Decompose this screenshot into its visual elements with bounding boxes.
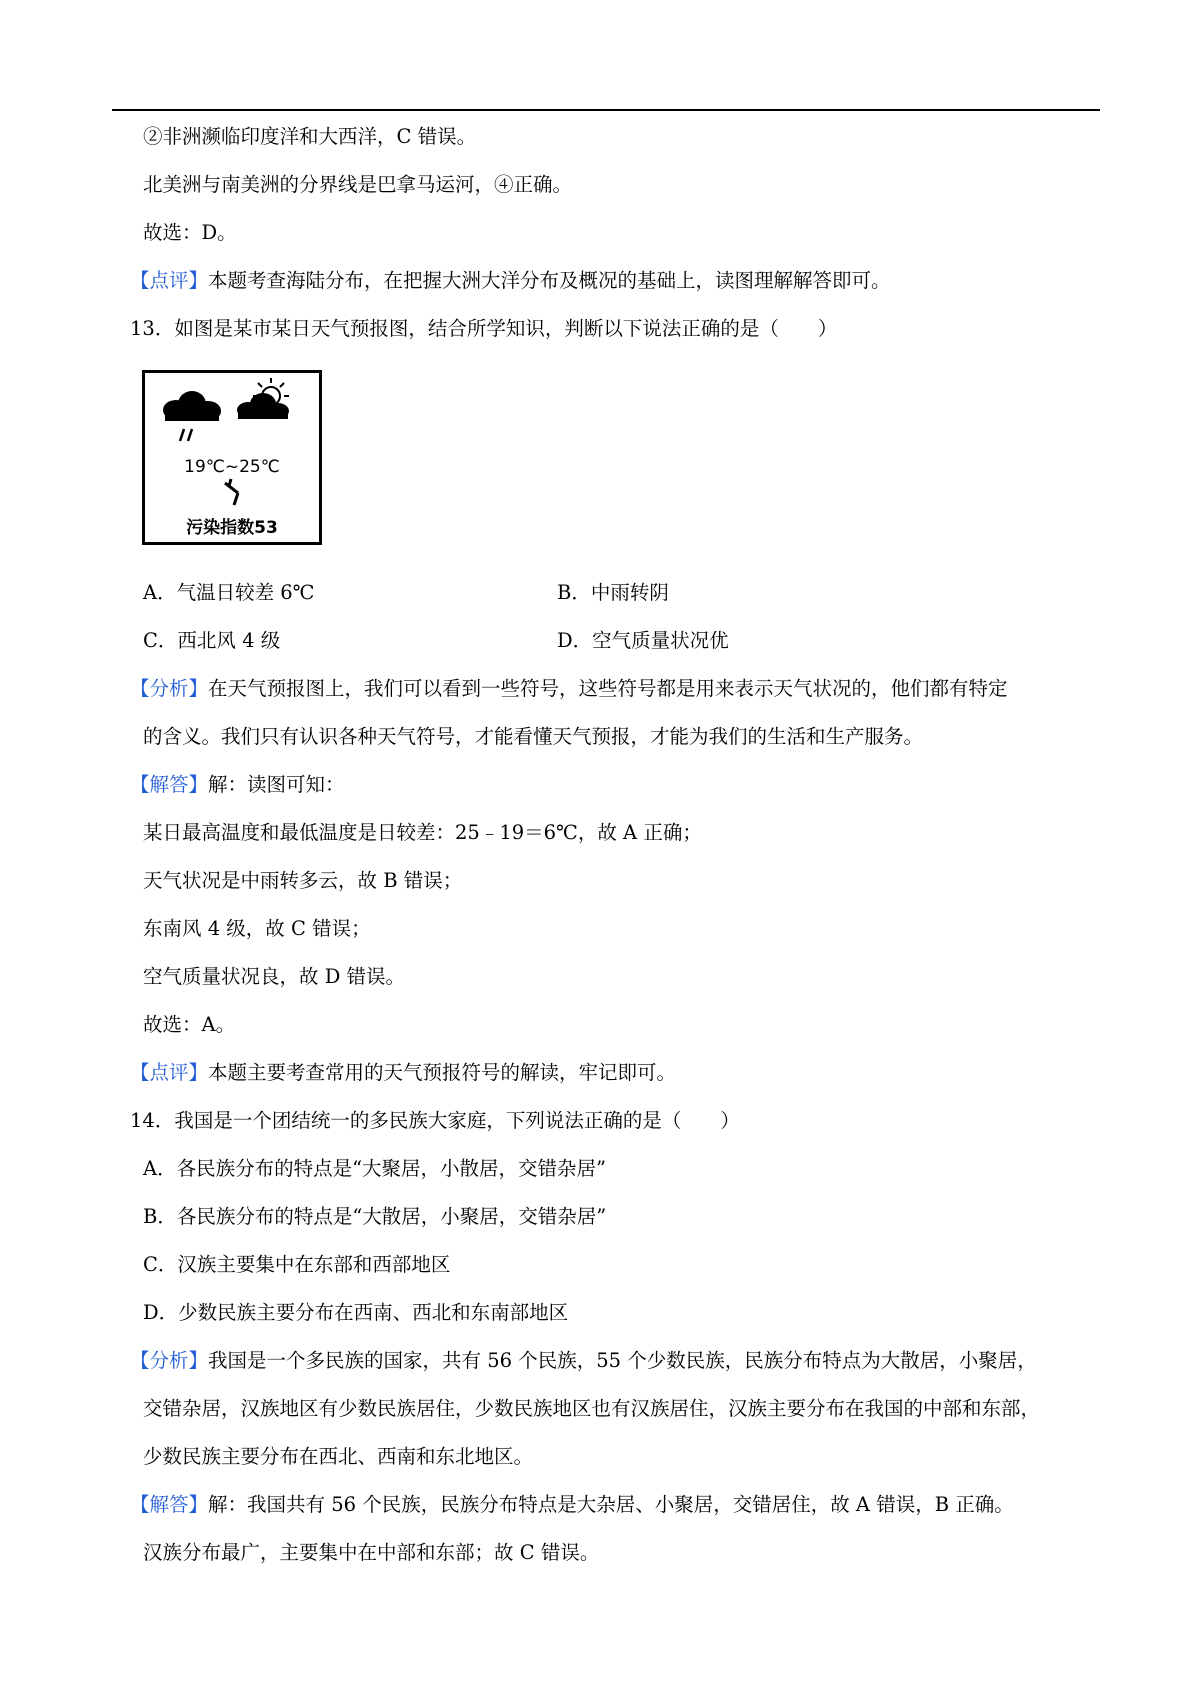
analysis-line: 的含义。我们只有认识各种天气符号，才能看懂天气预报，才能为我们的生活和生产服务。 <box>143 725 924 748</box>
analysis-line: 交错杂居，汉族地区有少数民族居住，少数民族地区也有汉族居住，汉族主要分布在我国的中部和东部， <box>143 1397 1041 1420</box>
option-a: A．气温日较差 6℃ <box>143 581 315 604</box>
wind-symbol-icon <box>225 479 238 505</box>
option-c: C．西北风 4 级 <box>143 629 281 652</box>
question-13-stem: 13．如图是某市某日天气预报图，结合所学知识，判断以下说法正确的是（ ） <box>130 317 838 340</box>
answer-tag: 【解答】 <box>130 1493 209 1516</box>
option-a: A．各民族分布的特点是“大聚居，小散居，交错杂居” <box>143 1157 607 1180</box>
analysis-tag: 【分析】 <box>130 677 209 700</box>
answer-text: 解：我国共有 56 个民族，民族分布特点是大杂居、小聚居，交错居住，故 A 错误，B 正确。 <box>208 1493 1014 1516</box>
header-rule <box>112 109 1100 111</box>
forecast-temperature: 19℃~25℃ <box>184 457 280 477</box>
answer-line: 天气状况是中雨转多云，故 B 错误； <box>143 869 463 892</box>
comment-text: 本题考查海陆分布，在把握大洲大洋分布及概况的基础上，读图理解解答即可。 <box>208 269 891 292</box>
comment-tag: 【点评】 <box>130 1061 209 1084</box>
analysis-line: 少数民族主要分布在西北、西南和东北地区。 <box>143 1445 534 1468</box>
answer-text: 解：读图可知： <box>208 773 345 796</box>
answer-line <box>130 1491 1014 1519</box>
option-d: D．空气质量状况优 <box>557 629 729 652</box>
answer-line: 故选：A。 <box>143 1013 236 1036</box>
analysis-tag: 【分析】 <box>130 1349 209 1372</box>
text-line: ②非洲濒临印度洋和大西洋，C 错误。 <box>143 125 477 148</box>
comment-tag: 【点评】 <box>130 269 209 292</box>
answer-line: 东南风 4 级，故 C 错误； <box>143 917 371 940</box>
comment-text: 本题主要考查常用的天气预报符号的解读，牢记即可。 <box>208 1061 677 1084</box>
sun-cloud-icon <box>237 378 289 419</box>
question-14-stem: 14．我国是一个团结统一的多民族大家庭，下列说法正确的是（ ） <box>130 1109 740 1132</box>
comment-line <box>130 1059 676 1087</box>
rain-cloud-icon <box>163 391 221 441</box>
answer-line: 汉族分布最广，主要集中在中部和东部；故 C 错误。 <box>143 1541 600 1564</box>
weather-forecast-figure <box>142 370 322 545</box>
answer-line: 某日最高温度和最低温度是日较差：25﹣19＝6℃，故 A 正确； <box>143 821 702 844</box>
option-d: D．少数民族主要分布在西南、西北和东南部地区 <box>143 1301 569 1324</box>
analysis-line <box>130 1347 1037 1375</box>
answer-line: 空气质量状况良，故 D 错误。 <box>143 965 406 988</box>
comment-line <box>130 267 891 295</box>
analysis-line <box>130 675 1008 703</box>
option-b: B．中雨转阴 <box>557 581 669 604</box>
pollution-index: 污染指数53 <box>186 518 278 538</box>
analysis-text: 在天气预报图上，我们可以看到一些符号，这些符号都是用来表示天气状况的，他们都有特定 <box>208 677 1008 700</box>
text-line: 北美洲与南美洲的分界线是巴拿马运河，④正确。 <box>143 173 573 196</box>
text-line: 故选：D。 <box>143 221 237 244</box>
answer-tag: 【解答】 <box>130 773 209 796</box>
answer-line <box>130 771 345 799</box>
option-c: C．汉族主要集中在东部和西部地区 <box>143 1253 451 1276</box>
analysis-text: 我国是一个多民族的国家，共有 56 个民族，55 个少数民族，民族分布特点为大散居，小聚居， <box>208 1349 1037 1372</box>
option-b: B．各民族分布的特点是“大散居，小聚居，交错杂居” <box>143 1205 607 1228</box>
